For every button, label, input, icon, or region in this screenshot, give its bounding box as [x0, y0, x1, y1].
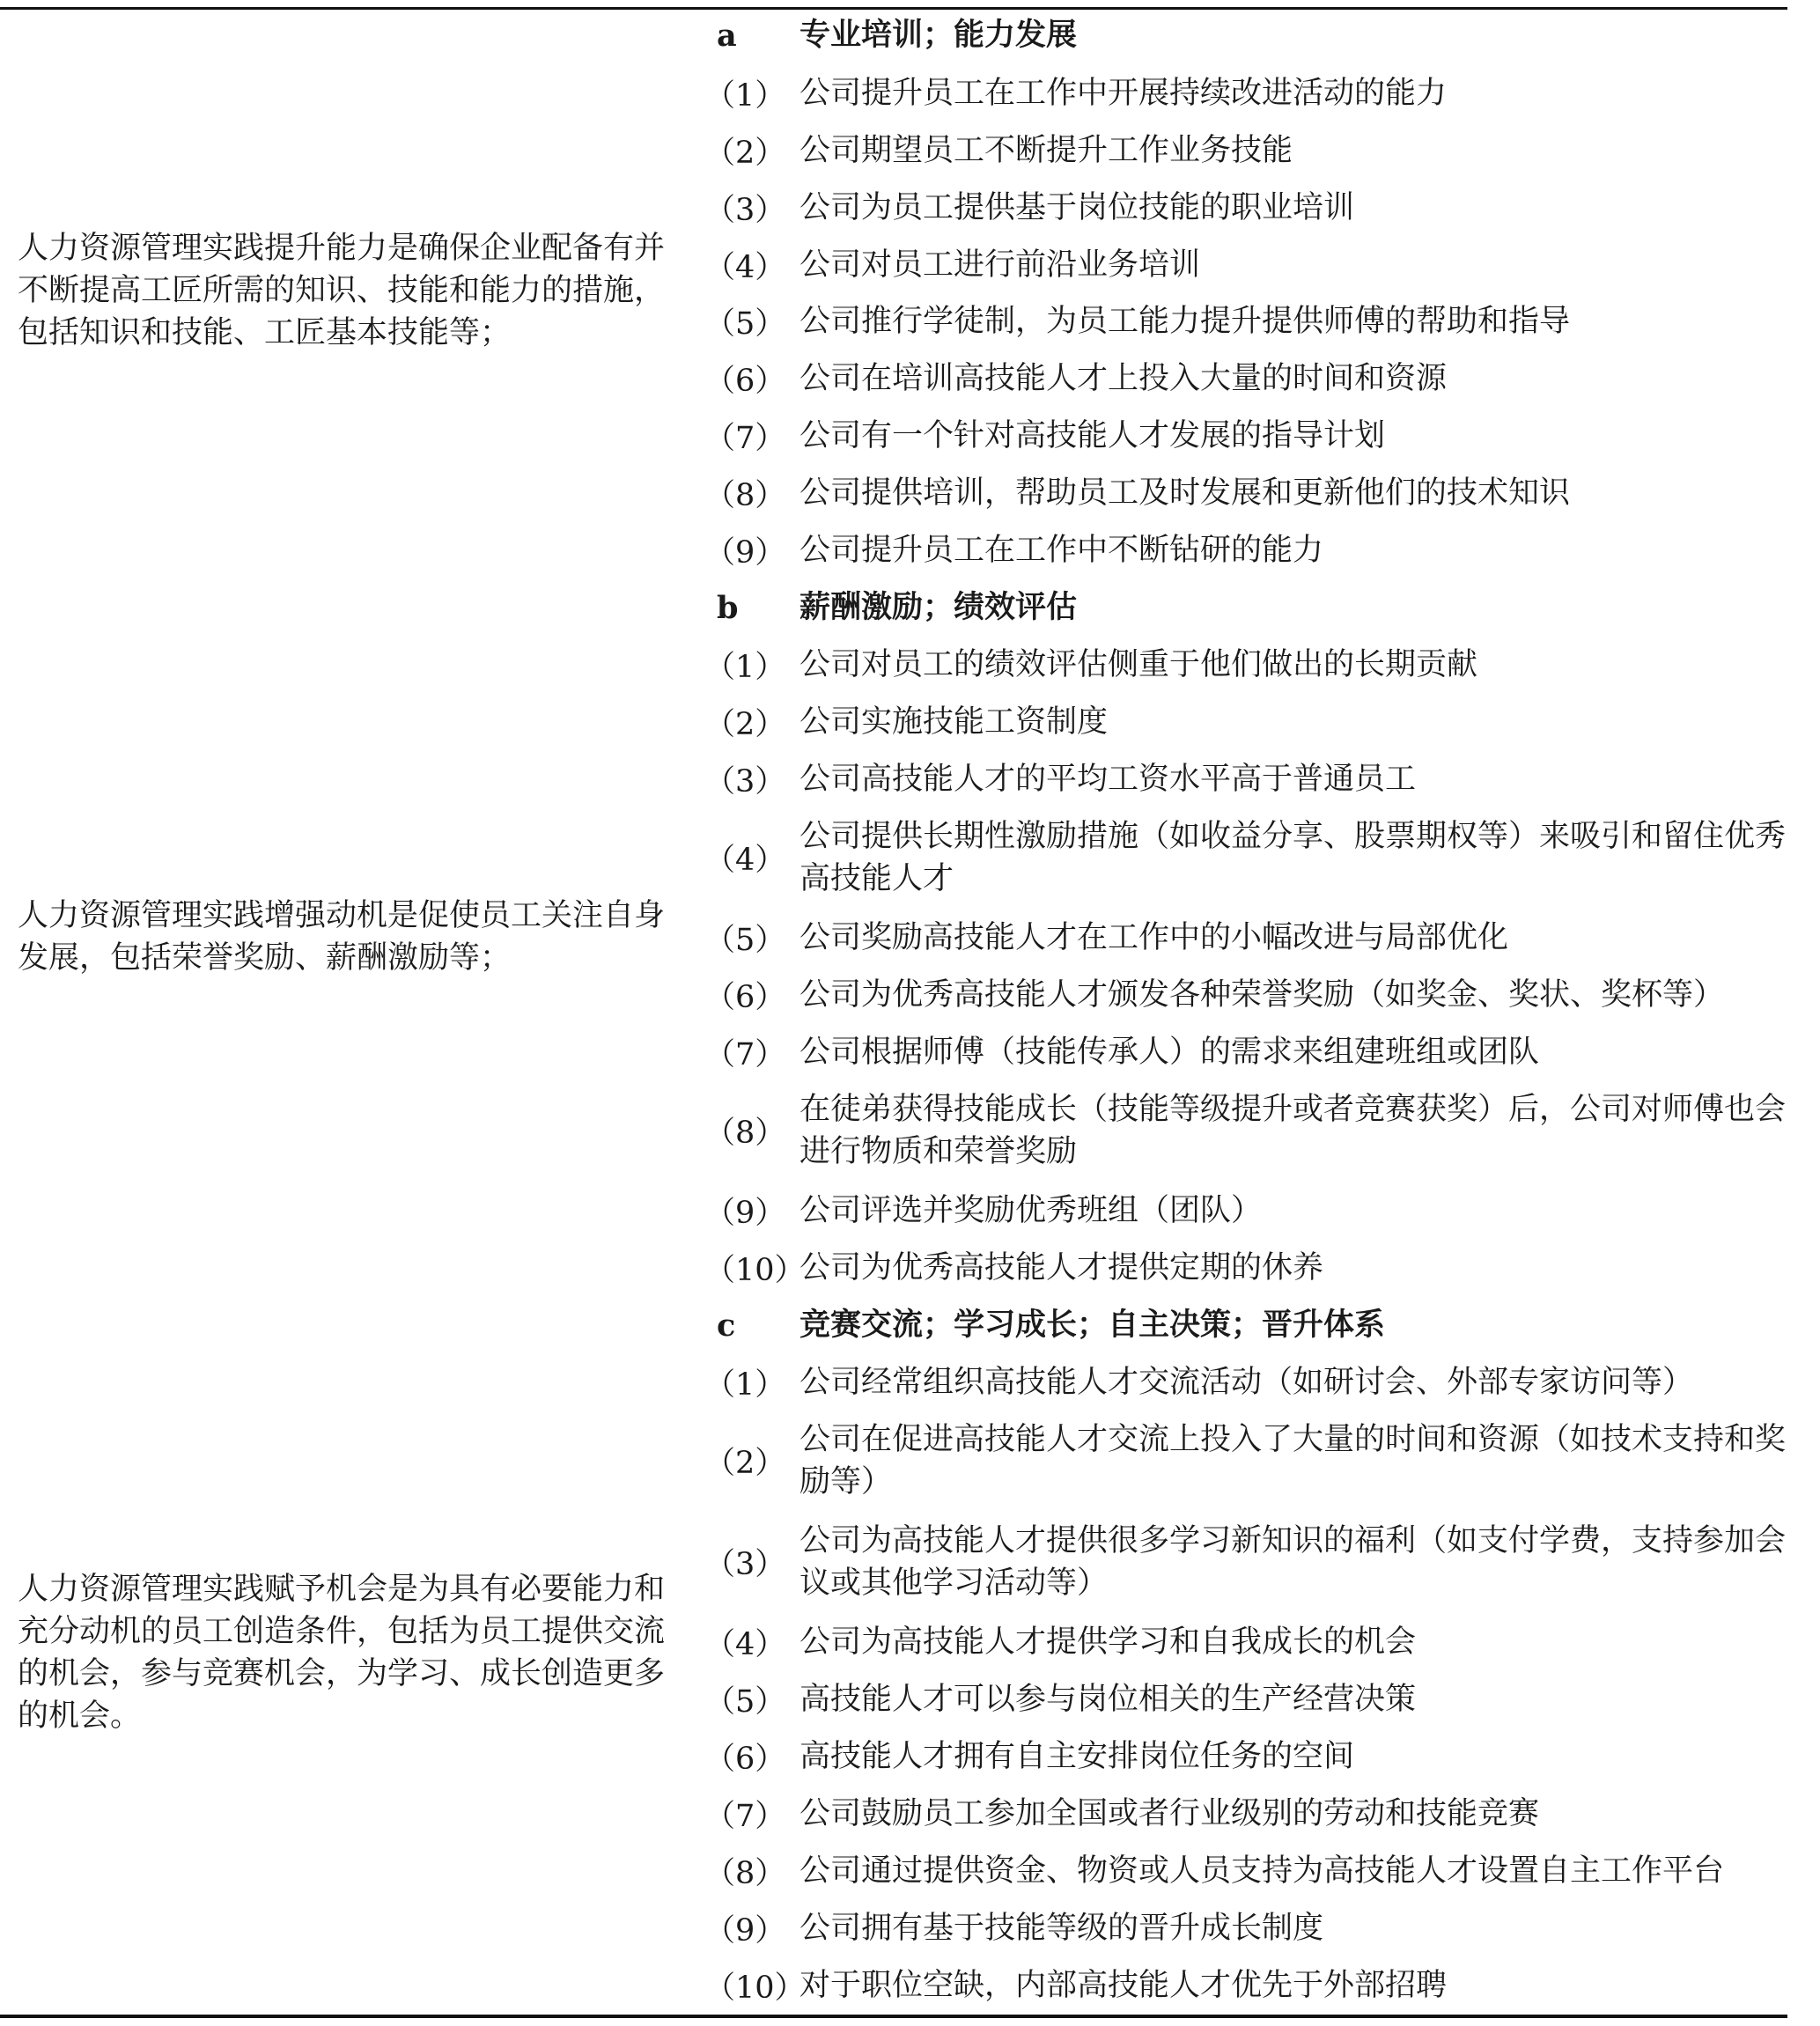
item-text: 公司推行学徒制，为员工能力提升提供师傅的帮助和指导: [799, 304, 1571, 339]
table-row: [704, 815, 1787, 900]
item-text: 高技能人才拥有自主安排岗位任务的空间: [799, 1739, 1355, 1774]
table-row: [704, 72, 1787, 114]
item-text: 公司根据师傅（技能传承人）的需求来组建班组或团队: [799, 1035, 1540, 1070]
table-row: [704, 529, 1787, 571]
item-text: 公司经常组织高技能人才交流活动（如研讨会、外部专家访问等）: [799, 1365, 1694, 1400]
table-row: [704, 472, 1787, 514]
table-row: [704, 644, 1787, 686]
table-row: [704, 357, 1787, 400]
section-title: 薪酬激励；绩效评估: [799, 589, 1078, 625]
description-ability: 人力资源管理实践提升能力是确保企业配备有并不断提高工匠所需的知识、技能和能力的措施，包括知识和技能、工匠基本技能等；: [18, 231, 666, 350]
table-row: [704, 1621, 1787, 1663]
item-text: 对于职位空缺，内部高技能人才优先于外部招聘: [799, 1968, 1448, 2003]
item-text: 公司对员工进行前沿业务培训: [799, 247, 1201, 283]
table-row: [704, 1031, 1787, 1073]
item-number: （7）: [704, 1037, 786, 1072]
table-row: [704, 701, 1787, 743]
item-number: （8）: [704, 1856, 786, 1891]
item-number: （6）: [704, 364, 786, 399]
table-row: [704, 758, 1787, 800]
table-row: [704, 1964, 1787, 2007]
item-number: （2）: [704, 1446, 786, 1481]
item-number: （1）: [704, 650, 786, 685]
item-number: （1）: [704, 78, 786, 114]
table-row: [704, 129, 1787, 172]
table-row: [704, 1678, 1787, 1720]
item-text: 公司提供培训，帮助员工及时发展和更新他们的技术知识: [799, 475, 1571, 511]
item-text: 公司拥有基于技能等级的晋升成长制度: [799, 1911, 1324, 1946]
table-row: [704, 1793, 1787, 1835]
item-text: 公司鼓励员工参加全国或者行业级别的劳动和技能竞赛: [799, 1796, 1540, 1831]
item-text: 公司提供长期性激励措施（如收益分享、股票期权等）来吸引和留住优秀高技能人才: [799, 819, 1787, 896]
section-header: [704, 14, 1787, 56]
item-text: 公司奖励高技能人才在工作中的小幅改进与局部优化: [799, 920, 1509, 955]
table-row: [704, 1735, 1787, 1778]
section-letter: c: [717, 1307, 736, 1344]
table-row: [704, 1418, 1787, 1503]
table-row: [704, 1850, 1787, 1892]
table-bottom-rule: [0, 2015, 1787, 2018]
item-number: （9）: [704, 1196, 786, 1231]
item-number: （8）: [704, 478, 786, 513]
item-number: （9）: [704, 535, 786, 571]
item-number: （4）: [704, 1627, 786, 1662]
description-motivation: 人力资源管理实践增强动机是促使员工关注自身发展，包括荣誉奖励、薪酬激励等；: [18, 898, 666, 976]
section-title: 竞赛交流；学习成长；自主决策；晋升体系: [799, 1307, 1386, 1343]
item-text: 公司提升员工在工作中不断钻研的能力: [799, 533, 1324, 568]
section-header: [704, 586, 1787, 629]
table-row: [704, 300, 1787, 343]
item-number: （5）: [704, 923, 786, 958]
item-text: 公司为高技能人才提供很多学习新知识的福利（如支付学费，支持参加会议或其他学习活动等）: [799, 1523, 1787, 1601]
item-number: （4）: [704, 843, 786, 878]
item-text: 公司为高技能人才提供学习和自我成长的机会: [799, 1624, 1417, 1660]
table-row: [704, 974, 1787, 1016]
item-number: （2）: [704, 707, 786, 742]
section-header: [704, 1304, 1787, 1346]
item-number: （7）: [704, 421, 786, 456]
table-row: [704, 1190, 1787, 1232]
item-text: 在徒弟获得技能成长（技能等级提升或者竞赛获奖）后，公司对师傅也会进行物质和荣誉奖励: [799, 1092, 1787, 1169]
item-number: （3）: [704, 193, 786, 228]
section-letter: a: [717, 17, 737, 54]
table-row: [704, 1520, 1787, 1604]
item-number: （4）: [704, 250, 786, 285]
item-text: 公司通过提供资金、物资或人员支持为高技能人才设置自主工作平台: [799, 1853, 1725, 1889]
item-text: 公司高技能人才的平均工资水平高于普通员工: [799, 762, 1417, 797]
item-text: 公司在培训高技能人才上投入大量的时间和资源: [799, 361, 1448, 396]
item-text: 公司为优秀高技能人才颁发各种荣誉奖励（如奖金、奖状、奖杯等）: [799, 977, 1725, 1013]
item-number: （5）: [704, 306, 786, 342]
table-row: [704, 917, 1787, 959]
table-row: [704, 1907, 1787, 1949]
item-text: 公司提升员工在工作中开展持续改进活动的能力: [799, 76, 1448, 111]
item-number: （10）: [704, 1971, 806, 2006]
description-opportunity: 人力资源管理实践赋予机会是为具有必要能力和充分动机的员工创造条件，包括为员工提供交流的机会，参与竞赛机会，为学习、成长创造更多的机会。: [18, 1572, 666, 1734]
item-text: 高技能人才可以参与岗位相关的生产经营决策: [799, 1682, 1417, 1717]
item-text: 公司为优秀高技能人才提供定期的休养: [799, 1250, 1324, 1286]
item-number: （7）: [704, 1799, 786, 1834]
item-number: （6）: [704, 1742, 786, 1777]
item-text: 公司评选并奖励优秀班组（团队）: [799, 1193, 1263, 1228]
item-number: （10）: [704, 1253, 806, 1288]
item-number: （6）: [704, 980, 786, 1015]
item-number: （3）: [704, 764, 786, 799]
item-number: （9）: [704, 1913, 786, 1949]
item-number: （1）: [704, 1367, 786, 1403]
item-text: 公司为员工提供基于岗位技能的职业培训: [799, 190, 1355, 225]
item-number: （3）: [704, 1547, 786, 1582]
item-text: 公司在促进高技能人才交流上投入了大量的时间和资源（如技术支持和奖励等）: [799, 1422, 1787, 1499]
table-row: [704, 415, 1787, 457]
item-text: 公司实施技能工资制度: [799, 704, 1109, 740]
section-letter: b: [717, 589, 739, 626]
item-text: 公司对员工的绩效评估侧重于他们做出的长期贡献: [799, 647, 1478, 682]
section-title: 专业培训；能力发展: [799, 17, 1078, 53]
item-number: （5）: [704, 1684, 786, 1720]
item-number: （2）: [704, 136, 786, 171]
item-number: （8）: [704, 1116, 786, 1151]
table-row: [704, 1361, 1787, 1403]
table-row: [704, 1088, 1787, 1173]
item-text: 公司期望员工不断提升工作业务技能: [799, 133, 1293, 168]
table-row: [704, 187, 1787, 229]
table-row: [704, 1247, 1787, 1289]
item-text: 公司有一个针对高技能人才发展的指导计划: [799, 418, 1386, 453]
table-top-rule: [0, 7, 1787, 10]
table-row: [704, 244, 1787, 286]
